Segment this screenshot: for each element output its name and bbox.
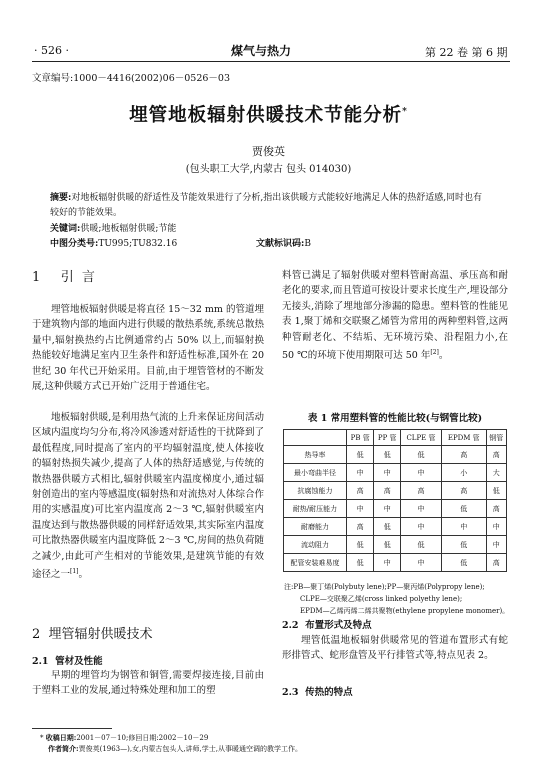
- table-cell: 中: [401, 500, 442, 518]
- table-header-row: [284, 430, 507, 446]
- section-1-heading: [32, 266, 97, 285]
- affiliation: (包头职工大学,内蒙古 包头 014030): [185, 164, 352, 175]
- table-1-title: 表 1 常用塑料管的性能比较(与钢管比较): [307, 413, 483, 424]
- received-dates: 2001－07－10;修回日期:2002－10－29: [76, 734, 209, 742]
- table-cell: 低: [486, 482, 506, 500]
- table-row-header: 抗腐蚀能力: [284, 482, 347, 500]
- subsection-2-1-heading: [32, 653, 103, 667]
- table-row: [284, 536, 507, 554]
- table-cell: 中: [347, 464, 374, 482]
- table-row: [284, 482, 507, 500]
- header-rule: [32, 61, 510, 62]
- table-row-header: 流动阻力: [284, 536, 347, 554]
- intro-paragraph-2-text: 地板辐射供暖,是利用热气流的上升来保证房间活动区域内温度均匀分布,将冷风渗透对舒适性的干扰降到了最低程度,同时提高了室内的平均辐射温度,使人体接收的辐射热损失减少,提高了人体的热舒适感觉,与传统的散热器供暖方式相比,辐射供暖室内温度梯度小,通过辐射创造出的室内等感温度(辐射热和对流热对人体综合作用的实感温度)可比室内温度高 2～3 ℃,辐射供暖室内温度达到与散热器供暖的同样舒适效果,其实际室内温度可比散热器供暖室内温度降低 2～3 ℃,房间的热负荷随之减少,由此可产生相对的节能效果,是建筑节能的有效途径之一: [32, 412, 264, 581]
- abstract-text: 对地板辐射供暖的舒适性及节能效果进行了分析,指出该供暖方式能较好地满足人体的热舒适感,同时也有较好的节能效果。: [50, 193, 483, 218]
- table-cell: 中: [401, 464, 442, 482]
- table-cell: 低: [374, 446, 401, 464]
- table-row: [284, 446, 507, 464]
- table-note-1: 注:PB—聚丁烯(Polybuty lene);PP—聚丙烯(Polypropy lene);: [284, 583, 485, 591]
- table-cell: 高: [347, 482, 374, 500]
- table-cell: 中: [374, 554, 401, 572]
- intro-paragraph-2-end: 。: [78, 569, 89, 581]
- footnote-marker: *: [40, 734, 46, 742]
- article-number: 文章编号:1000－4416(2002)06－0526－03: [32, 73, 230, 84]
- table-cell: 大: [486, 464, 506, 482]
- keywords-label: 关键词:: [50, 224, 81, 234]
- abstract: [50, 191, 490, 221]
- citation-1: [1]: [70, 568, 79, 576]
- table-row: [284, 554, 507, 572]
- table-row-header: 耐磨能力: [284, 518, 347, 536]
- table-cell: 高: [347, 518, 374, 536]
- table-cell: 高: [441, 482, 486, 500]
- subsection-2-3-heading: [282, 684, 353, 698]
- table-cell: 中: [486, 536, 506, 554]
- table-1: [283, 429, 507, 572]
- footnote-rule: [32, 728, 112, 729]
- table-cell: 低: [347, 536, 374, 554]
- table-cell: 低: [347, 554, 374, 572]
- table-note-2: CLPE—交联聚乙烯(cross linked polyethy lene);: [300, 595, 463, 603]
- clc-label: 中图分类号:: [50, 239, 99, 249]
- author-bio-label: 作者简介:: [48, 744, 79, 753]
- section-2-number: 2: [32, 627, 41, 642]
- table-cell: 小: [441, 464, 486, 482]
- intro-paragraph-1: 埋管地板辐射供暖是将直径 15～32 mm 的管道埋于建筑物内部的地面内进行供暖的散热系统,系统总散热量中,辐射换热约占比例通常约占 50% 以上,而辐射换热能较好地满足室内卫生条件和舒适性标准,国外在 20 世纪 30 年代已开始采用。目前,由于埋管管材的不断发展,这种供暖方式已开始广泛用于普通住宅。: [32, 304, 264, 393]
- table-cell: 低: [347, 446, 374, 464]
- title-text: 埋管地板辐射供暖技术节能分析: [129, 105, 403, 126]
- section-2-title: 埋管辐射供暖技术: [48, 627, 153, 642]
- keywords: [50, 222, 176, 237]
- table-header-cell: [284, 430, 347, 446]
- table-row-header: 热导率: [284, 446, 347, 464]
- subsection-2-1-number: 2.1: [32, 656, 49, 667]
- table-cell: 高: [486, 446, 506, 464]
- subsection-2-2-title: 布置形式及特点: [305, 620, 372, 631]
- section-1-number: 1: [32, 270, 43, 285]
- table-note-3: EPDM—乙烯丙烯二烯共聚物(ethylene propylene monomer)。: [300, 607, 510, 615]
- table-cell: 高: [486, 500, 506, 518]
- subsection-2-2-text: 埋管低温地板辐射供暖常见的管道布置形式有蛇形排管式、蛇形盘管及平行排管式等,特点见表 2。: [282, 635, 508, 662]
- table-cell: 低: [374, 518, 401, 536]
- table-header-cell: EPDM 管: [441, 430, 486, 446]
- table-cell: 低: [401, 536, 442, 554]
- clc-number: [50, 237, 177, 252]
- author: 贾俊英: [252, 145, 285, 158]
- table-cell: 中: [347, 500, 374, 518]
- subsection-2-3-title: 传热的特点: [305, 687, 353, 698]
- keywords-text: 供暖;地板辐射供暖;节能: [80, 224, 177, 234]
- paper-title: [0, 101, 537, 127]
- table-cell: 中: [401, 518, 442, 536]
- table-row-header: 配管安装难易度: [284, 554, 347, 572]
- footnote-received: [40, 733, 208, 743]
- right-column-text: 料管已满足了辐射供暖对塑料管耐高温、承压高和耐老化的要求,而且管道可按设计要求长度生产,埋设部分无接头,消除了埋地部分渗漏的隐患。塑料管的性能见表 1,聚丁烯和交联聚乙烯管为常用的两种塑料管,这两种管耐老化、不结垢、无环境污染、沿程阻力小,在 50 ℃的环境下使用期限可达 50 年: [282, 270, 508, 362]
- page-number: · 526 ·: [34, 44, 69, 57]
- table-cell: 低: [441, 536, 486, 554]
- doccode-label: 文献标识码:: [256, 239, 305, 249]
- table-cell: 中: [374, 500, 401, 518]
- table-header-cell: PB 管: [347, 430, 374, 446]
- intro-paragraph-2: [32, 410, 264, 583]
- table-header-cell: CLPE 管: [401, 430, 442, 446]
- table-cell: 低: [401, 446, 442, 464]
- table-cell: 低: [441, 554, 486, 572]
- table-row-header: 耐热/耐压能力: [284, 500, 347, 518]
- table-cell: 高: [401, 482, 442, 500]
- citation-2: [2]: [430, 349, 439, 357]
- table-cell: 低: [374, 536, 401, 554]
- received-label: 收稿日期:: [45, 733, 77, 742]
- right-column-paragraph: [282, 268, 508, 364]
- table-row: [284, 464, 507, 482]
- right-column-end: 。: [438, 350, 449, 362]
- table-row: [284, 518, 507, 536]
- subsection-2-3-number: 2.3: [282, 687, 299, 698]
- abstract-label: 摘要:: [50, 193, 72, 203]
- subsection-2-1-title: 管材及性能: [55, 656, 103, 667]
- table-row-header: 最小弯曲半径: [284, 464, 347, 482]
- table-cell: 中: [486, 518, 506, 536]
- table-cell: 中: [441, 518, 486, 536]
- journal-name: 煤气与热力: [231, 44, 292, 58]
- table-row: [284, 500, 507, 518]
- table-header-cell: PP 管: [374, 430, 401, 446]
- table-cell: 高: [374, 482, 401, 500]
- table-cell: 高: [441, 446, 486, 464]
- doccode-text: B: [304, 239, 311, 249]
- volume-issue: 第 22 卷 第 6 期: [425, 46, 508, 59]
- title-footnote-mark: *: [402, 106, 408, 117]
- footnote-author: [48, 744, 302, 754]
- section-2-heading: [32, 623, 153, 642]
- clc-text: TU995;TU832.16: [98, 239, 178, 249]
- subsection-2-1-text: 早期的埋管均为钢管和铜管,需要焊接连接,目前由于塑料工业的发展,通过特殊处理和加工的塑: [32, 670, 264, 697]
- table-cell: 高: [486, 554, 506, 572]
- table-header-cell: 钢管: [486, 430, 506, 446]
- document-code: [256, 237, 311, 252]
- section-1-title: 引 言: [60, 270, 97, 285]
- subsection-2-2-heading: [282, 617, 372, 631]
- subsection-2-2-number: 2.2: [282, 620, 299, 631]
- author-bio: 贾俊英(1963—),女,内蒙古包头人,讲师,学士,从事暖通空调的教学工作。: [78, 745, 302, 753]
- table-cell: 低: [441, 500, 486, 518]
- table-cell: 中: [401, 554, 442, 572]
- table-cell: 中: [374, 464, 401, 482]
